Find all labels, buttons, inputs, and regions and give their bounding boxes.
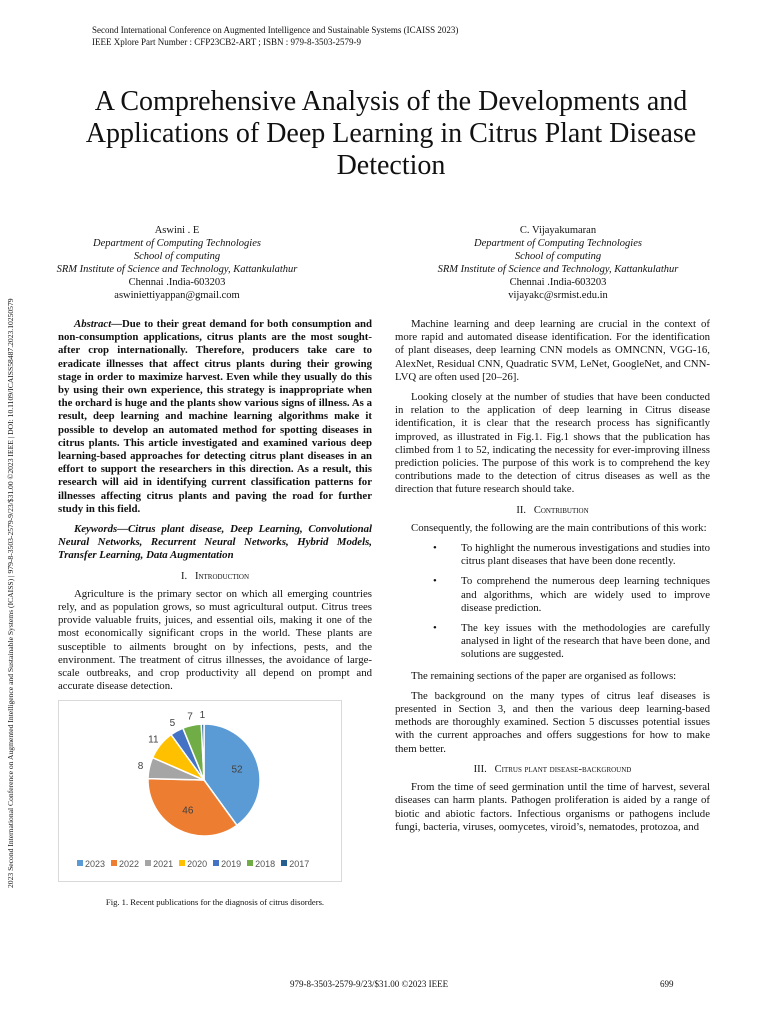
section-heading-background bbox=[395, 763, 710, 776]
author-school: School of computing bbox=[514, 251, 602, 262]
paper-title: A Comprehensive Analysis of the Developments and Applications of Deep Learning in Citrus Plant Disease Detection bbox=[85, 86, 697, 181]
list-item-text: To highlight the numerous investigations and studies into citrus plant diseases that have been done recently. bbox=[461, 542, 710, 568]
legend-swatch bbox=[213, 860, 219, 866]
keywords-text: —Citrus plant disease, Deep Learning, Convolutional Neural Networks, Recurrent Neural Networks, Hybrid Models, Transfer Learning, Data Augmentation bbox=[58, 523, 372, 562]
legend-item-2019: 2019 bbox=[213, 859, 241, 869]
legend-item-2017: 2017 bbox=[281, 859, 309, 869]
section-heading-introduction bbox=[58, 570, 372, 583]
data-label-2021: 8 bbox=[137, 761, 144, 773]
part-number: IEEE Xplore Part Number : CFP23CB2-ART ; ISBN : 979-8-3503-2579-9 bbox=[92, 37, 362, 47]
legend-swatch bbox=[111, 860, 117, 866]
page-number: 699 bbox=[660, 979, 674, 989]
abstract bbox=[58, 318, 372, 516]
chart-legend bbox=[77, 858, 327, 871]
pie-chart bbox=[59, 705, 341, 855]
intro-paragraph: Agriculture is the primary sector on which all emerging countries rely, and as population grows, so must agricultural output. Citrus trees provide valuable fruits, juices, and essential oils, making it one of the most economically significant crops in the world. These plants are susceptible to ailments brought on by infections, pests, and the environment. The treatment of citrus illnesses, the avoidance of large-scale outbreaks, and crop productivity all depend on prompt and accurate disease detection. bbox=[58, 587, 372, 693]
section-number: I. bbox=[180, 570, 188, 582]
abstract-lead: Abstract bbox=[74, 318, 112, 330]
ml-paragraph: Machine learning and deep learning are crucial in the context of more rapid and automated disease identification. For the identification of plant diseases, deep learning CNN models as OMNCNN, VGG-16, AlexNet, Residual CNN, Quadratic SVM, LeNet, GoogleNet, and CNN-LVQ are often used [20–26]. bbox=[395, 318, 710, 383]
legend-swatch bbox=[179, 860, 185, 866]
author-dept: Department of Computing Technologies bbox=[93, 238, 261, 249]
legend-item-2022: 2022 bbox=[111, 859, 139, 869]
author-city: Chennai .India-603203 bbox=[128, 277, 226, 288]
keywords bbox=[58, 523, 372, 563]
author-email: vijayakc@srmist.edu.in bbox=[508, 290, 608, 301]
author-block-1 bbox=[12, 224, 342, 302]
figure-1 bbox=[58, 700, 342, 882]
legend-item-2023: 2023 bbox=[77, 859, 105, 869]
contribution-list bbox=[395, 542, 710, 662]
keywords-lead: Keywords bbox=[74, 523, 118, 536]
remaining-paragraph: The remaining sections of the paper are organised as follows: bbox=[411, 669, 677, 682]
data-label-2019: 5 bbox=[169, 718, 176, 730]
from-time-paragraph: From the time of seed germination until the time of harvest, several diseases can harm plants. Pathogen proliferation is aided by a range of biotic and abiotic factors. Infectious organisms or pathogens include fungi, bacteria, viruses, oomycetes, viroid’s, nematodes, protozoa, and bbox=[395, 781, 710, 833]
footer-copyright: 979-8-3503-2579-9/23/$31.00 ©2023 IEEE bbox=[290, 979, 449, 989]
list-item: • The key issues with the methodologies are carefully analysed in light of the research that have been done, and solutions are suggested. bbox=[433, 622, 710, 661]
list-item-text: To comprehend the numerous deep learning techniques and algorithms, which are widely used to improve disease prediction. bbox=[461, 575, 710, 614]
background-paragraph: The background on the many types of citrus leaf diseases is presented in Section 3, and then the various deep learning-based methods are thoroughly examined. Section 5 discusses potential issues with the current approaches and offers suggestions for how to make them better. bbox=[395, 689, 710, 755]
section-title: Introduction bbox=[194, 570, 250, 582]
conference-name: Second International Conference on Augmented Intelligence and Sustainable Systems (ICAISS 2023) bbox=[92, 25, 459, 35]
section-heading-contribution bbox=[395, 504, 710, 517]
author-city: Chennai .India-603203 bbox=[509, 277, 607, 288]
author-name: Aswini . E bbox=[154, 225, 200, 236]
conference-header bbox=[92, 24, 458, 48]
legend-swatch bbox=[145, 860, 151, 866]
data-label-2017: 1 bbox=[199, 710, 206, 722]
data-label-2023: 52 bbox=[231, 764, 243, 776]
author-email: aswiniettiyappan@gmail.com bbox=[114, 290, 240, 301]
abstract-text: —Due to their great demand for both consumption and non-consumption applications, citrus plants are the most sought-after crop internationally. Therefore, producers take care to eradicate illnesses that affect citrus plants during their growing stage in order to maximize harvest. Even while they usually do this by using their own experience, this strategy is inappropriate when the orchard is huge and the plants show various signs of illness. As a result, deep learning and machine learning algorithms make it possible to develop an automated method for spotting diseases in citrus plants. This article investigated and examined various deep learning-based approaches for detecting citrus plant diseases in an effort to support the researchers in this direction. As a result, this research will aid in identifying current classification patterns for illnesses affecting citrus plants and paving the road for further study in this field. bbox=[58, 318, 372, 515]
left-column bbox=[58, 318, 372, 910]
legend-item-2021: 2021 bbox=[145, 859, 173, 869]
author-dept: Department of Computing Technologies bbox=[474, 238, 642, 249]
list-item-text: The key issues with the methodologies are carefully analysed in light of the research that have been done, and solutions are suggested. bbox=[461, 622, 710, 661]
legend-swatch bbox=[247, 860, 253, 866]
legend-item-2020: 2020 bbox=[179, 859, 207, 869]
legend-item-2018: 2018 bbox=[247, 859, 275, 869]
figure-caption: Fig. 1. Recent publications for the diagnosis of citrus disorders. bbox=[105, 897, 325, 908]
looking-paragraph: Looking closely at the number of studies that have been conducted in relation to the application of deep learning in Citrus disease identification, it is clear that the research process has significantly improved, as illustrated in Fig.1. Fig.1 shows that the publication has climbed from 1 to 52, indicating the necessity for ever-improving illness prediction policies. The purpose of this work is to comprehend the key contributions made to the detection of citrus diseases as well as the direction that future research should take. bbox=[395, 391, 710, 496]
list-item: • To highlight the numerous investigations and studies into citrus plant diseases that have been done recently. bbox=[433, 542, 710, 568]
author-school: School of computing bbox=[133, 251, 221, 262]
legend-swatch bbox=[281, 860, 287, 866]
right-column bbox=[395, 318, 710, 841]
section-title: Contribution bbox=[533, 504, 589, 516]
author-name: C. Vijayakumaran bbox=[519, 225, 597, 236]
section-number: II. bbox=[516, 504, 526, 516]
legend-swatch bbox=[77, 860, 83, 866]
section-title: Citrus plant disease-background bbox=[494, 763, 632, 775]
data-label-2018: 7 bbox=[187, 712, 193, 724]
data-label-2020: 11 bbox=[148, 734, 159, 746]
consequently-paragraph: Consequently, the following are the main contributions of this work: bbox=[411, 521, 707, 534]
author-institute: SRM Institute of Science and Technology, Kattankulathur bbox=[437, 264, 679, 275]
list-item: • To comprehend the numerous deep learning techniques and algorithms, which are widely used to improve disease prediction. bbox=[433, 575, 710, 614]
section-number: III. bbox=[473, 763, 487, 775]
author-institute: SRM Institute of Science and Technology, Kattankulathur bbox=[56, 264, 298, 275]
side-doi-text: 2023 Second International Conference on Augmented Intelligence and Sustainable Systems (ICAISS) | 979-8-3503-2579-9/23/$31.00 ©2023 IEEE | DOI: 10.1109/ICAISS58487.2023.10250579 bbox=[6, 298, 15, 888]
data-label-2022: 46 bbox=[182, 806, 194, 818]
author-block-2 bbox=[393, 224, 723, 302]
